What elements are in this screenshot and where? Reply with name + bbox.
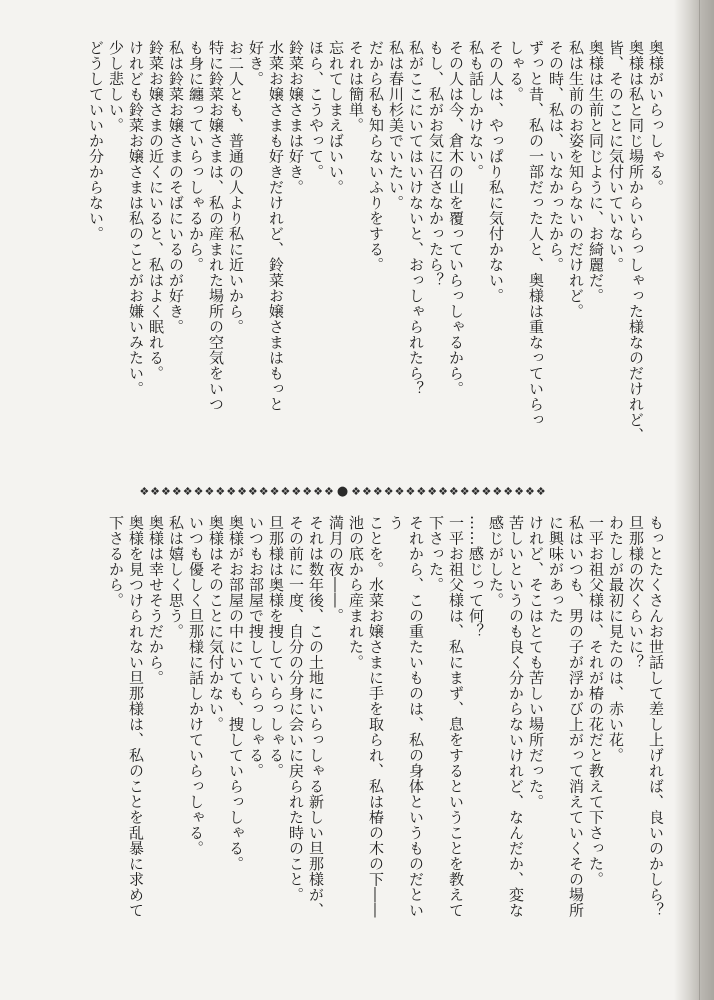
text-line: 感じがした。 bbox=[487, 515, 505, 608]
text-line: 奥様はそのことに気付かない。 bbox=[207, 515, 225, 732]
text-line: 下さるから。 bbox=[107, 515, 125, 608]
text-line: 奥様は私と同じ場所からいらっしゃった様なのだけれど、 bbox=[627, 40, 645, 443]
page-spine-shadow bbox=[674, 0, 714, 1000]
page-spine-edge bbox=[699, 0, 700, 1000]
text-line: その前に一度、自分の分身に会いに戻られた時のこと。 bbox=[287, 515, 305, 903]
text-line: 忘れてしまえばいい。 bbox=[327, 40, 345, 195]
text-line: わたしが最初に見たのは、赤い花。 bbox=[607, 515, 625, 763]
text-line: ほら、こうやって。 bbox=[307, 40, 325, 180]
text-line: 奥様がいらっしゃる。 bbox=[647, 40, 665, 195]
divider-center-dot: ● bbox=[336, 483, 350, 499]
text-line: 一平お祖父様は、私にまず、息をするということを教えて bbox=[447, 515, 465, 918]
text-line: 私がここにいてはいけないと、おっしゃられたら？ bbox=[407, 40, 425, 397]
divider-left-ornament: ❖❖❖❖❖❖❖❖❖❖❖❖❖❖❖❖❖❖ bbox=[139, 484, 335, 498]
text-line: もし、私がお気に召さなかったら？ bbox=[427, 40, 445, 288]
text-line: 一平お祖父様は、それが椿の花だと教えて下さった。 bbox=[587, 515, 605, 887]
text-line: 奥様は幸せそうだから。 bbox=[147, 515, 165, 686]
text-line: も身に纏っていらっしゃるから。 bbox=[187, 40, 205, 273]
text-line: に興味があった bbox=[547, 515, 565, 624]
text-line: ……感じって何？ bbox=[467, 515, 485, 639]
text-line: 皆、そのことに気付いていない。 bbox=[607, 40, 625, 273]
text-line: 私は鈴菜お嬢さまのそばにいるのが好き。 bbox=[167, 40, 185, 335]
text-line: その時、私は、いなかったから。 bbox=[547, 40, 565, 273]
text-line: 水菜お嬢さまも好きだけれど、鈴菜お嬢さまはもっと bbox=[267, 40, 285, 412]
text-line: 鈴菜お嬢さまの近くにいると、私はよく眠れる。 bbox=[147, 40, 165, 381]
text-line: 少し悲しい。 bbox=[107, 40, 125, 133]
text-line: 私は春川杉美でいたい。 bbox=[387, 40, 405, 211]
text-line: 私は生前のお姿を知らないのだけれど。 bbox=[567, 40, 585, 319]
text-line: 鈴菜お嬢さまは好き。 bbox=[287, 40, 305, 195]
text-line: それは簡単。 bbox=[347, 40, 365, 133]
text-line: 私も話しかけない。 bbox=[467, 40, 485, 180]
text-line: 苦しいというのも良く分からないけれど、なんだか、変な bbox=[507, 515, 525, 918]
text-line: 特に鈴菜お嬢さまは、私の産まれた場所の空気をいつ bbox=[207, 40, 225, 412]
text-line: 私は嬉しく思う。 bbox=[167, 515, 185, 639]
text-line: もっとたくさんお世話して差し上げれば、良いのかしら？ bbox=[647, 515, 665, 918]
text-line: お二人とも、普通の人より私に近いから。 bbox=[227, 40, 245, 335]
text-line: 下さった。 bbox=[427, 515, 445, 593]
text-line: その人は、やっぱり私に気付かない。 bbox=[487, 40, 505, 304]
text-line: けれども鈴菜お嬢さまは私のことがお嫌いみたい。 bbox=[127, 40, 145, 397]
top-text-block bbox=[86, 40, 666, 460]
divider-right-ornament: ❖❖❖❖❖❖❖❖❖❖❖❖❖❖❖❖❖❖ bbox=[351, 484, 547, 498]
text-line: 奥様は生前と同じように、お綺麗だ。 bbox=[587, 40, 605, 304]
text-line: 奥様がお部屋の中にいても、捜していらっしゃる。 bbox=[227, 515, 245, 872]
text-line: いつもお部屋で捜していらっしゃる。 bbox=[247, 515, 265, 779]
text-line: う bbox=[387, 515, 405, 531]
text-line: その人は今、倉木の山を覆っていらっしゃるから。 bbox=[447, 40, 465, 397]
text-line: しゃる。 bbox=[507, 40, 525, 102]
text-line: ことを。水菜お嬢さまに手を取られ、私は椿の木の下―― bbox=[367, 515, 385, 918]
text-line: ずっと昔、私の一部だった人と、奥様は重なっていらっ bbox=[527, 40, 545, 428]
text-line: 奥様を見つけられない旦那様は、私のことを乱暴に求めて bbox=[127, 515, 145, 918]
text-line: それから、この重たいものは、私の身体というものだとい bbox=[407, 515, 425, 918]
text-line: どうしていいか分からない。 bbox=[87, 40, 105, 242]
text-line: けれど、そこはとても苦しい場所だった。 bbox=[527, 515, 545, 810]
text-line: 私はいつも、男の子が浮かび上がって消えていくその場所 bbox=[567, 515, 585, 918]
text-line: いつも優しく旦那様に話しかけていらっしゃる。 bbox=[187, 515, 205, 856]
text-line: だから私も知らないふりをする。 bbox=[367, 40, 385, 273]
text-line: 好き。 bbox=[247, 40, 265, 87]
text-line: それは数年後、この土地にいらっしゃる新しい旦那様が、 bbox=[307, 515, 325, 918]
text-line: 旦那様は奥様を捜していらっしゃる。 bbox=[267, 515, 285, 779]
text-line: 満月の夜――。 bbox=[327, 515, 345, 624]
bottom-text-block bbox=[106, 515, 666, 975]
scene-divider bbox=[38, 482, 648, 500]
text-line: 池の底から産まれた。 bbox=[347, 515, 365, 670]
text-line: 旦那様の次くらいに？ bbox=[627, 515, 645, 670]
